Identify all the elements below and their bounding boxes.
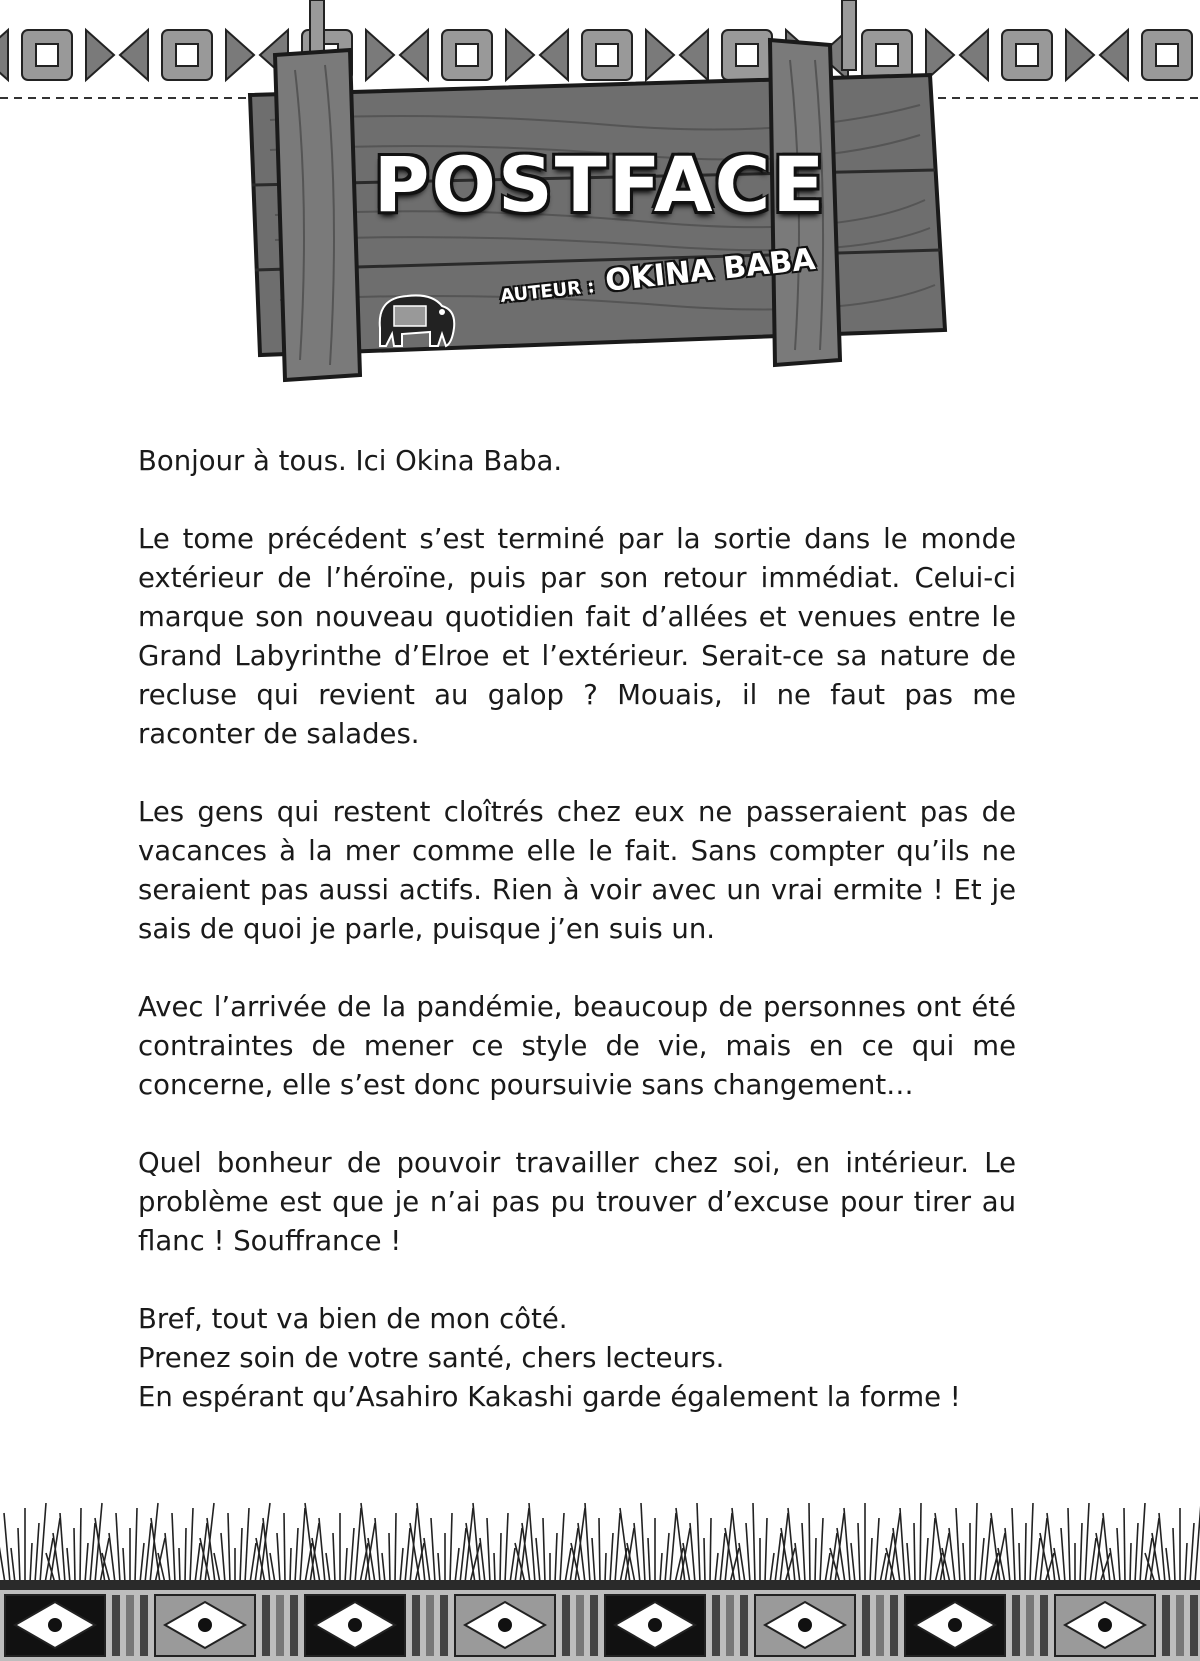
- paragraph: Le tome précédent s’est terminé par la sortie dans le monde extérieur de l’héroïne, puis par son retour immédiat. Celui-ci marque son nouveau quotidien fait d’allées et venues entre le Grand Labyrinthe d’Elroe et l’extérieur. Serait-ce sa nature de recluse qui revient au galop ? Mouais, il ne faut pas me raconter de salades.: [138, 523, 1016, 750]
- postface-body: [138, 442, 1016, 1417]
- bottom-tribal-border: [0, 1590, 1200, 1661]
- closing-line: En espérant qu’Asahiro Kakashi garde également la forme !: [138, 1381, 961, 1413]
- author-name: OKINA BABA: [603, 241, 818, 299]
- closing-line: Bref, tout va bien de mon côté.: [138, 1303, 568, 1335]
- grass-icon: [0, 1495, 1200, 1595]
- page-title: POSTFACE: [373, 140, 827, 229]
- author-label: AUTEUR :: [499, 276, 596, 307]
- paragraph: Bonjour à tous. Ici Okina Baba.: [138, 445, 563, 477]
- elephant-icon: [372, 288, 462, 350]
- paragraph: Les gens qui restent cloîtrés chez eux ne passeraient pas de vacances à la mer comme elle le fait. Sans compter qu’ils ne seraient pas aussi actifs. Rien à voir avec un vrai ermite ! Et je sais de quoi je parle, puisque j’en suis un.: [138, 796, 1016, 945]
- closing-line: Prenez soin de votre santé, chers lecteurs.: [138, 1342, 725, 1374]
- closing-paragraph: [138, 1300, 1016, 1417]
- paragraph: Avec l’arrivée de la pandémie, beaucoup de personnes ont été contraintes de mener ce style de vie, mais en ce qui me concerne, elle s’est donc poursuivie sans changement…: [138, 991, 1016, 1101]
- paragraph: Quel bonheur de pouvoir travailler chez soi, en intérieur. Le problème est que je n’ai pas pu trouver d’excuse pour tirer au flanc ! Souffrance !: [138, 1147, 1016, 1257]
